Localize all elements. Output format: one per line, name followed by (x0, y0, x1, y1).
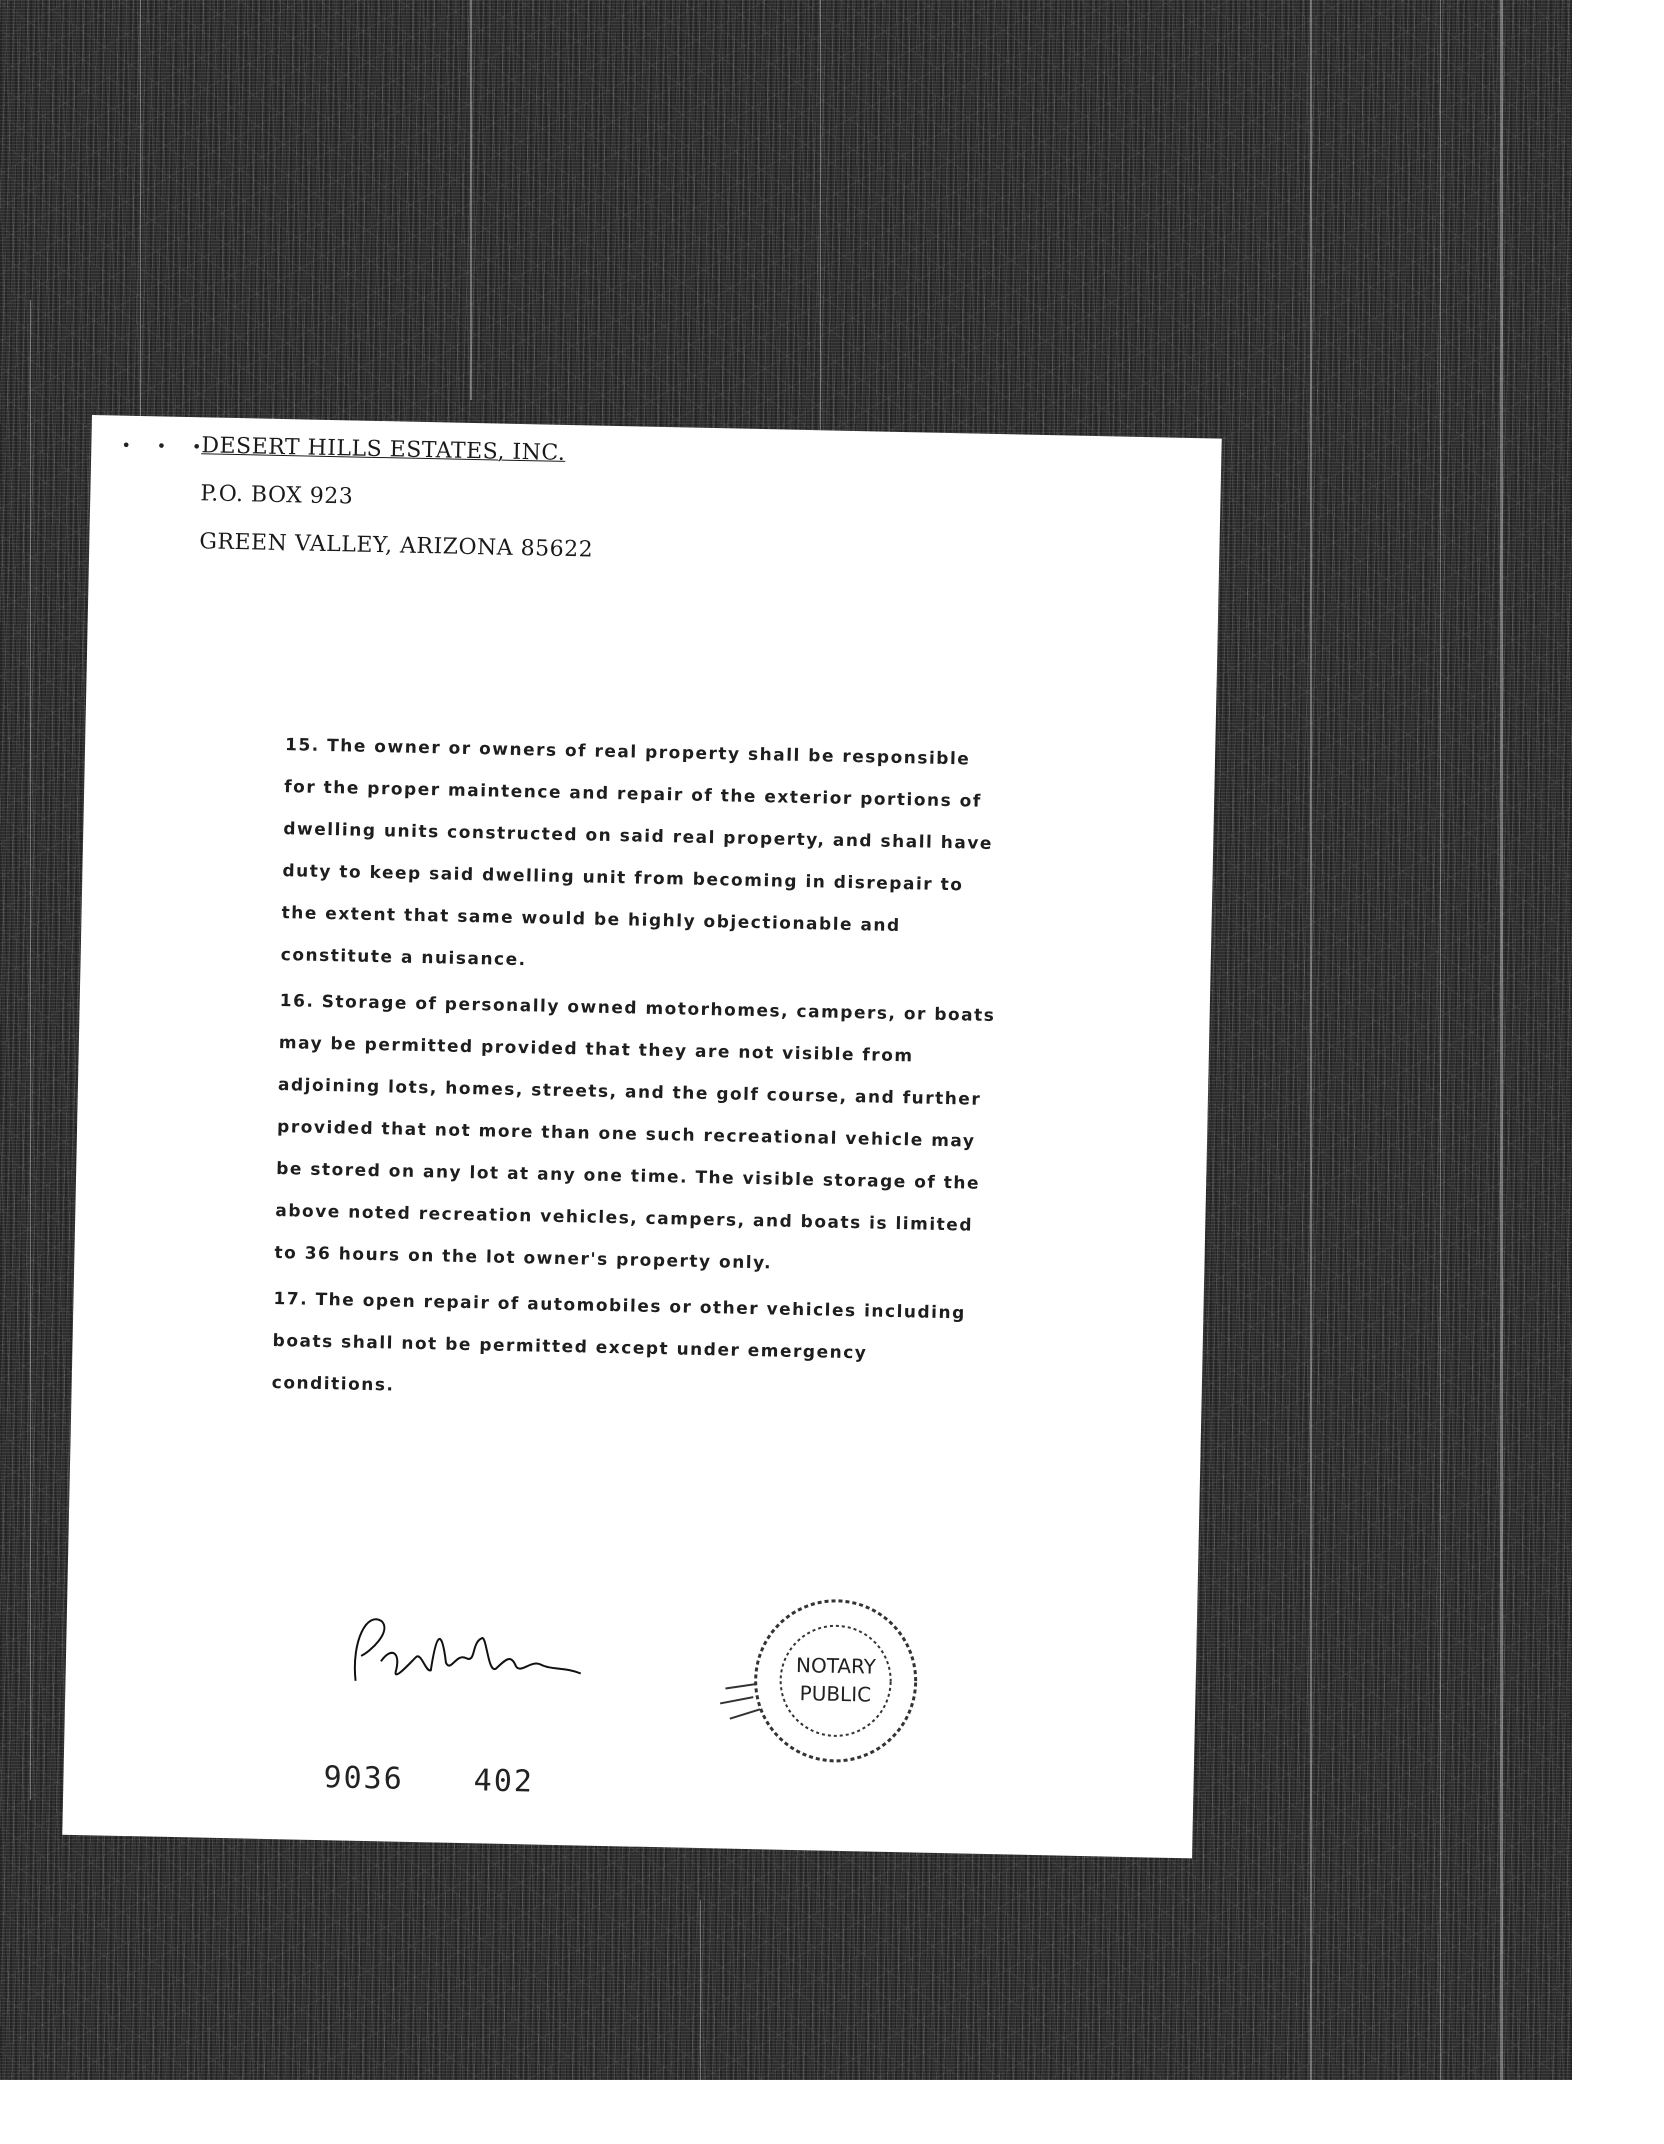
seal-public-text: PUBLIC (799, 1681, 872, 1707)
paragraph-17: 17. The open repair of automobiles or other vehicles including boats shall not be permitted except under emergency conditions. (271, 1288, 966, 1396)
letterhead (199, 422, 596, 574)
company-city: GREEN VALLEY, ARIZONA 85622 (199, 529, 594, 563)
paragraph-15: 15. The owner or owners of real property shall be responsible for the proper maintence and repair of the exterior portions of dwelling units constructed on said real property, and shall have duty to keep said dwelling unit from becoming in disrepair to the extent that same would be highly objectionable and constitute a nuisance. (280, 735, 994, 971)
docket-number: 9036 (323, 1760, 405, 1797)
scan-dots: • • • (121, 435, 210, 457)
page-margin-right (1572, 0, 1664, 2144)
company-name: DESERT HILLS ESTATES, INC. (201, 433, 566, 466)
seal-notary-text: NOTARY (795, 1653, 877, 1679)
handwritten-signature (335, 1600, 587, 1705)
notary-seal (714, 1578, 948, 1783)
page-margin-bottom (0, 2080, 1664, 2144)
paragraph-16: 16. Storage of personally owned motorhomes, campers, or boats may be permitted provided that they are not visible from adjoining lots, homes, streets, and the golf course, and further provided that not more than one such recreational vehicle may be stored on any lot at any one time. The visible storage of the above noted recreation vehicles, campers, and boats is limited to 36 hours on the lot owner's property only. (274, 991, 996, 1274)
covenant-text (271, 724, 1005, 1423)
page-number: 402 (473, 1763, 535, 1800)
document-sheet (62, 415, 1221, 1858)
recording-number (323, 1760, 534, 1799)
company-address: P.O. BOX 923 (200, 481, 354, 510)
